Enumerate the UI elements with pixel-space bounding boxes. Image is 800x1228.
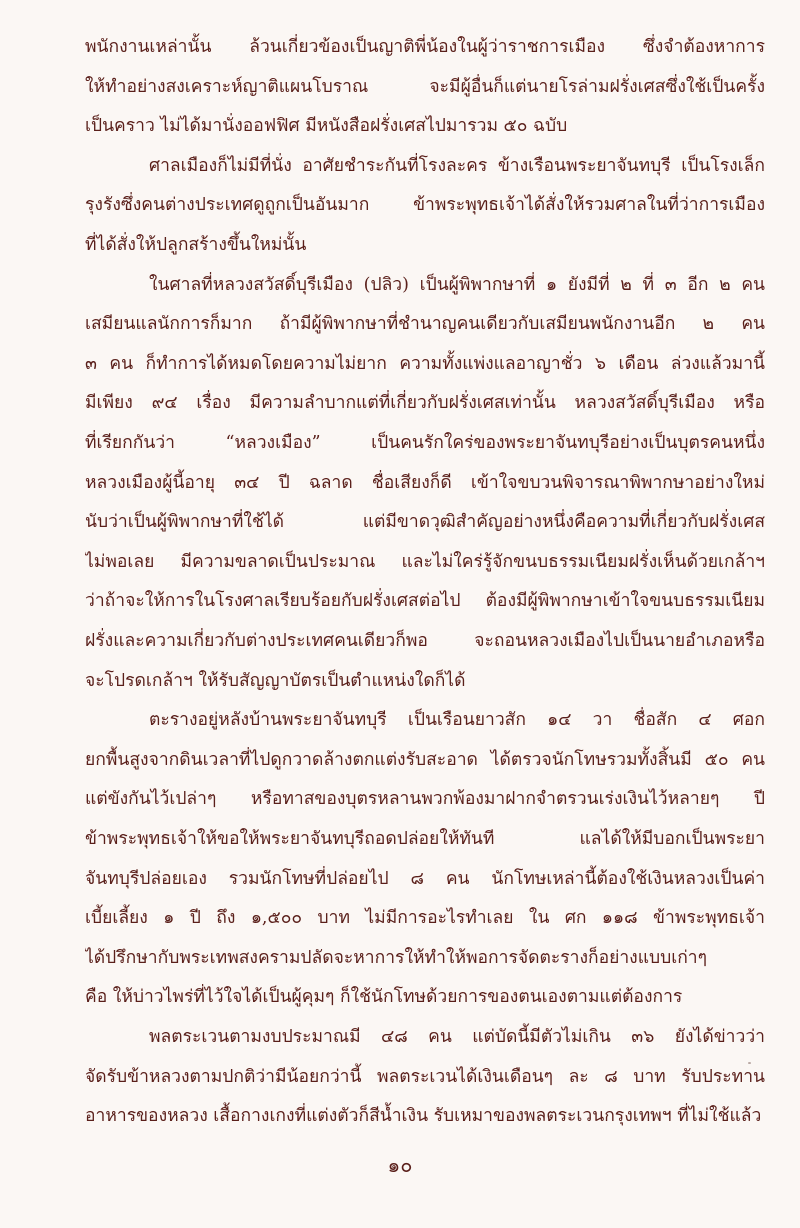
page-number: ๑๐ xyxy=(387,1153,413,1177)
text-line: ไม่พอเลย มีความขลาดเป็นประมาณ และไม่ใคร่รู้จักขนบธรรมเนียมฝรั่งเห็นด้วยเกล้าฯ xyxy=(85,551,765,572)
text-line: มีเพียง ๙๔ เรื่อง มีความลำบากแต่ที่เกี่ยวกับฝรั่งเศสเท่านั้น หลวงสวัสดิ์บุรีเมือง หรือ xyxy=(85,393,765,414)
text-line: ตะรางอยู่หลังบ้านพระยาจันทบุรี เป็นเรือนยาวสัก ๑๔ วา ชื่อสัก ๔ ศอก xyxy=(149,710,765,731)
text-line: ว่าถ้าจะให้การในโรงศาลเรียบร้อยกับฝรั่งเศสต่อไป ต้องมีผู้พิพากษาเข้าใจขนบธรรมเนียม xyxy=(85,591,765,612)
text-line: พนักงานเหล่านั้น ล้วนเกี่ยวข้องเป็นญาติพี่น้องในผู้ว่าราชการเมือง ซึ่งจำต้องหาการ xyxy=(85,37,765,57)
text-line: ข้าพระพุทธเจ้าให้ขอให้พระยาจันทบุรีถอดปล่อยให้ทันที แลได้ให้มีบอกเป็นพระยา xyxy=(85,829,765,849)
text-line: เสมียนแลนักการก็มาก ถ้ามีผู้พิพากษาที่ชำนาญคนเดียวกับเสมียนพนักงานอีก ๒ คน xyxy=(85,314,765,335)
text-line: ให้ทำอย่างสงเคราะห์ญาติแผนโบราณ จะมีผู้อื่นก็แต่นายโรล่ามฝรั่งเศสซึ่งใช้เป็นครั้ง xyxy=(85,76,765,97)
text-line: ๓ คน ก็ทำการได้หมดโดยความไม่ยาก ความทั้งแพ่งแลอาญาชั่ว ๖ เดือน ล่วงแล้วมานี้ xyxy=(85,353,765,374)
text-line: ที่เรียกกันว่า “หลวงเมือง” เป็นคนรักใคร่ของพระยาจันทบุรีอย่างเป็นบุตรคนหนึ่ง xyxy=(85,433,765,453)
text-line: ศาลเมืองก็ไม่มีที่นั่ง อาศัยชำระกันที่โรงละคร ข้างเรือนพระยาจันทบุรี เป็นโรงเล็ก xyxy=(149,155,765,176)
text-line: ได้ปรึกษากับพระเทพสงครามปลัดจะหาการให้ทำให้พอการจัดตะรางก็อย่างแบบเก่าๆ xyxy=(85,947,708,968)
text-line: หลวงเมืองผู้นี้อายุ ๓๔ ปี ฉลาด ชื่อเสียงก็ดี เข้าใจขบวนพิจารณาพิพากษาอย่างใหม่ xyxy=(85,472,765,493)
text-line: พลตระเวนตามงบประมาณมี ๔๘ คน แต่บัดนี้มีตัวไม่เกิน ๓๖ ยังได้ข่าวว่า xyxy=(149,1027,765,1047)
text-line: จัดรับข้าหลวงตามปกติว่ามีน้อยกว่านี้ พลตระเวนได้เงินเดือนๆ ละ ๘ บาท รับประทาน xyxy=(85,1066,765,1087)
text-line: จะโปรดเกล้าฯ ให้รับสัญญาบัตรเป็นตำแหน่งใดก็ได้ xyxy=(85,670,466,691)
text-line: แต่ขังกันไว้เปล่าๆ หรือทาสของบุตรหลานพวกพ้องมาฝากจำตรวนเร่งเงินไว้หลายๆ ปี xyxy=(85,789,765,810)
text-line: ยกพื้นสูงจากดินเวลาที่ไปดูกวาดล้างตกแต่งรับสะอาด ได้ตรวจนักโทษรวมทั้งสิ้นมี ๕๐ คน xyxy=(85,749,765,770)
text-line: จันทบุรีปล่อยเอง รวมนักโทษที่ปล่อยไป ๘ คน นักโทษเหล่านี้ต้องใช้เงินหลวงเป็นค่า xyxy=(85,868,765,889)
text-line: เบี้ยเลี้ยง ๑ ปี ถึง ๑,๕๐๐ บาท ไม่มีการอะไรทำเลย ใน ศก ๑๑๘ ข้าพระพุทธเจ้า xyxy=(85,908,765,929)
text-line: ฝรั่งและความเกี่ยวกับต่างประเทศคนเดียวก็พอ จะถอนหลวงเมืองไปเป็นนายอำเภอหรือ xyxy=(85,631,765,651)
paper-speck xyxy=(748,1062,751,1064)
text-line: ที่ได้สั่งให้ปลูกสร้างขึ้นใหม่นั้น xyxy=(85,235,307,255)
text-line: รุงรังซึ่งคนต่างประเทศดูถูกเป็นอันมาก ข้าพระพุทธเจ้าได้สั่งให้รวมศาลในที่ว่าการเมือง xyxy=(85,195,765,216)
text-line: นับว่าเป็นผู้พิพากษาที่ใช้ได้ แต่มีขาดวุฒิสำคัญอย่างหนึ่งคือความที่เกี่ยวกับฝรั่งเศส xyxy=(85,512,765,533)
text-line: คือ ให้บ่าวไพร่ที่ไว้ใจได้เป็นผู้คุมๆ ก็ใช้นักโทษด้วยการของตนเองตามแต่ต้องการ xyxy=(85,987,683,1008)
text-line: เป็นคราว ไม่ได้มานั่งออฟฟิศ มีหนังสือฝรั่งเศสไปมารวม ๕๐ ฉบับ xyxy=(85,116,568,137)
text-line: ในศาลที่หลวงสวัสดิ์บุรีเมือง (ปลิว) เป็นผู้พิพากษาที่ ๑ ยังมีที่ ๒ ที่ ๓ อีก ๒ คน xyxy=(149,274,765,295)
text-line: อาหารของหลวง เสื้อกางเกงที่แต่งตัวก็สีน้ำเงิน รับเหมาของพลตระเวนกรุงเทพฯ ที่ไม่ใช้แล้ว xyxy=(85,1106,762,1127)
